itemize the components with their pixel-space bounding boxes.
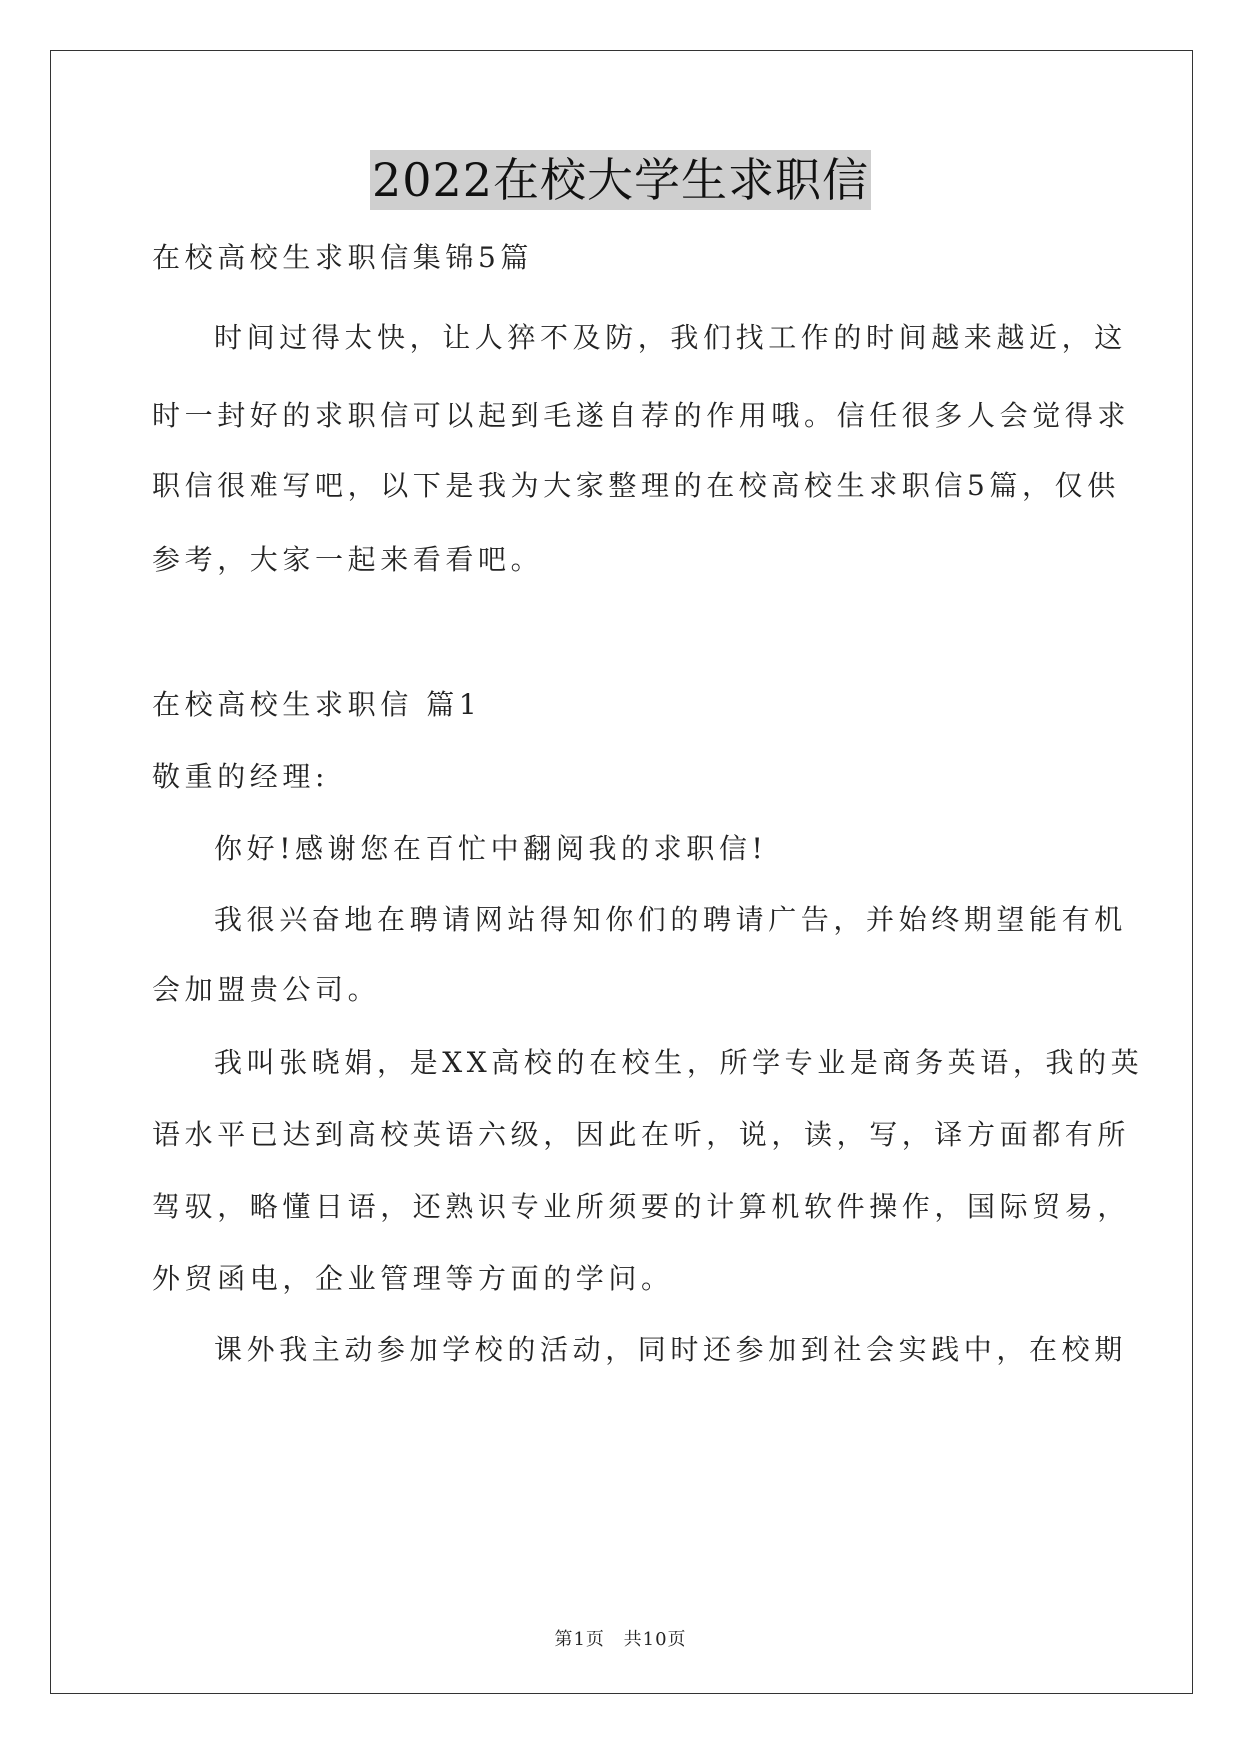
intro-line: 参考，大家一起来看看吧。: [152, 543, 544, 576]
paragraph-line: 我很兴奋地在聘请网站得知你们的聘请广告，并始终期望能有机: [214, 903, 1127, 936]
paragraph-greeting: 你好!感谢您在百忙中翻阅我的求职信!: [214, 832, 768, 865]
paragraph-line: 我叫张晓娟，是XX高校的在校生，所学专业是商务英语，我的英: [214, 1046, 1144, 1079]
section-heading: 在校高校生求职信 篇1: [152, 688, 482, 721]
paragraph-line: 外贸函电，企业管理等方面的学问。: [152, 1262, 674, 1295]
paragraph-line: 会加盟贵公司。: [152, 973, 381, 1006]
page-footer: [0, 1625, 1241, 1651]
paragraph-line: 语水平已达到高校英语六级，因此在听，说，读，写，译方面都有所: [152, 1118, 1131, 1151]
intro-line: 时间过得太快，让人猝不及防，我们找工作的时间越来越近，这: [214, 321, 1127, 354]
document-subtitle: 在校高校生求职信集锦5篇: [152, 241, 534, 274]
page-border: [50, 50, 1193, 1694]
title-container: [0, 150, 1241, 210]
document-title: 2022在校大学生求职信: [370, 150, 871, 210]
intro-line: 时一封好的求职信可以起到毛遂自荐的作用哦。信任很多人会觉得求: [152, 399, 1131, 432]
page-number: 第1页: [554, 1629, 605, 1650]
intro-line: 职信很难写吧，以下是我为大家整理的在校高校生求职信5篇，仅供: [152, 469, 1120, 502]
paragraph-line: 课外我主动参加学校的活动，同时还参加到社会实践中，在校期: [214, 1333, 1127, 1366]
salutation: 敬重的经理:: [152, 760, 330, 793]
page-total: 共10页: [623, 1629, 687, 1650]
paragraph-line: 驾驭，略懂日语，还熟识专业所须要的计算机软件操作，国际贸易，: [152, 1190, 1131, 1223]
